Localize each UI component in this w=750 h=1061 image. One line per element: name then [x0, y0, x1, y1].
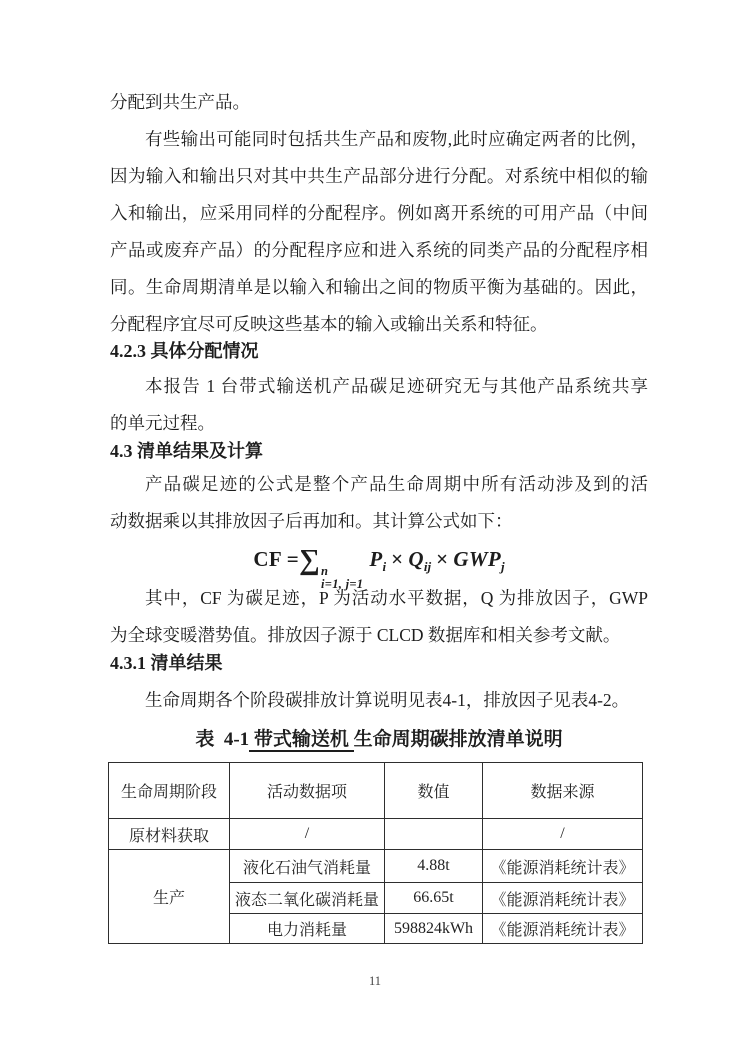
paragraph-line: 其中，CF 为碳足迹，P 为活动水平数据，Q 为排放因子，GWP [145, 588, 648, 608]
table-header-row [109, 763, 643, 819]
table-cell-source: 《能源消耗统计表》 [483, 914, 643, 944]
sigma-lower-limit: i=1, j=1 [321, 577, 364, 592]
table-row [109, 850, 643, 883]
table-cell-value: 66.65t [385, 883, 483, 914]
carbon-footprint-formula [110, 536, 648, 592]
paragraph-line: 同。生命周期清单是以输入和输出之间的物质平衡为基础的。因此， [110, 277, 648, 297]
table-caption [110, 726, 648, 754]
table-cell-value: 4.88t [385, 850, 483, 883]
section-heading-4-3: 4.3 清单结果及计算 [110, 441, 263, 461]
paragraph-line: 生命周期各个阶段碳排放计算说明见表4-1，排放因子见表4-2。 [145, 690, 630, 710]
table-cell-source: 《能源消耗统计表》 [483, 850, 643, 883]
formula-term-p: $P_i$ [369, 547, 387, 574]
paragraph-line: 分配到共生产品。 [110, 92, 250, 112]
table-caption-suffix: 生命周期碳排放清单说明 [353, 729, 563, 750]
table-cell-stage: 原材料获取 [109, 819, 230, 850]
table-cell-source: / [483, 819, 643, 850]
table-row [109, 819, 643, 850]
table-header-cell: 活动数据项 [230, 763, 385, 819]
paragraph-line: 本报告 1 台带式输送机产品碳足迹研究无与其他产品系统共享 [145, 376, 648, 396]
table-cell-item: / [230, 819, 385, 850]
paragraph-line: 动数据乘以其排放因子后再加和。其计算公式如下： [110, 511, 513, 531]
table-cell-item: 电力消耗量 [230, 914, 385, 944]
paragraph-line: 因为输入和输出只对其中共生产品部分进行分配。对系统中相似的输 [110, 166, 648, 186]
multiply-sign: × [391, 547, 404, 571]
multiply-sign: × [436, 547, 449, 571]
section-heading-4-2-3: 4.2.3 具体分配情况 [110, 341, 259, 361]
table-cell-value [385, 819, 483, 850]
paragraph-line: 的单元过程。 [110, 413, 215, 433]
paragraph-line: 产品碳足迹的公式是整个产品生命周期中所有活动涉及到的活 [145, 474, 648, 494]
table-header-cell: 生命周期阶段 [109, 763, 230, 819]
formula-term-q: $Q_{ij}$ [408, 547, 432, 574]
inventory-table [108, 762, 643, 944]
table-header-cell: 数据来源 [483, 763, 643, 819]
section-heading-4-3-1: 4.3.1 清单结果 [110, 653, 223, 673]
page-number: 11 [368, 974, 382, 988]
paragraph-line: 产品或废弃产品）的分配程序应和进入系统的同类产品的分配程序相 [110, 240, 648, 260]
paragraph-line: 有些输出可能同时包括共生产品和废物,此时应确定两者的比例， [145, 129, 648, 149]
paragraph-line: 入和输出，应采用同样的分配程序。例如离开系统的可用产品（中间 [110, 203, 648, 223]
table-header-cell: 数值 [385, 763, 483, 819]
paragraph-line: 为全球变暖潜势值。排放因子源于 CLCD 数据库和相关参考文献。 [110, 625, 621, 645]
sigma-upper-limit: n [321, 564, 329, 578]
table-cell-stage: 生产 [109, 850, 230, 944]
table-cell-source: 《能源消耗统计表》 [483, 883, 643, 914]
table-cell-value: 598824kWh [385, 914, 483, 944]
formula-term-gwp: $GWP_j$ [453, 547, 505, 574]
table-cell-item: 液态二氧化碳消耗量 [230, 883, 385, 914]
table-caption-underlined: 带式输送机 [249, 729, 354, 750]
paragraph-line: 分配程序宜尽可反映这些基本的输入或输出关系和特征。 [110, 314, 548, 334]
formula-lhs: CF = [253, 547, 300, 571]
table-caption-prefix: 表 4-1 [195, 729, 250, 750]
table-cell-item: 液化石油气消耗量 [230, 850, 385, 883]
sigma-symbol: ∑ [299, 544, 321, 576]
